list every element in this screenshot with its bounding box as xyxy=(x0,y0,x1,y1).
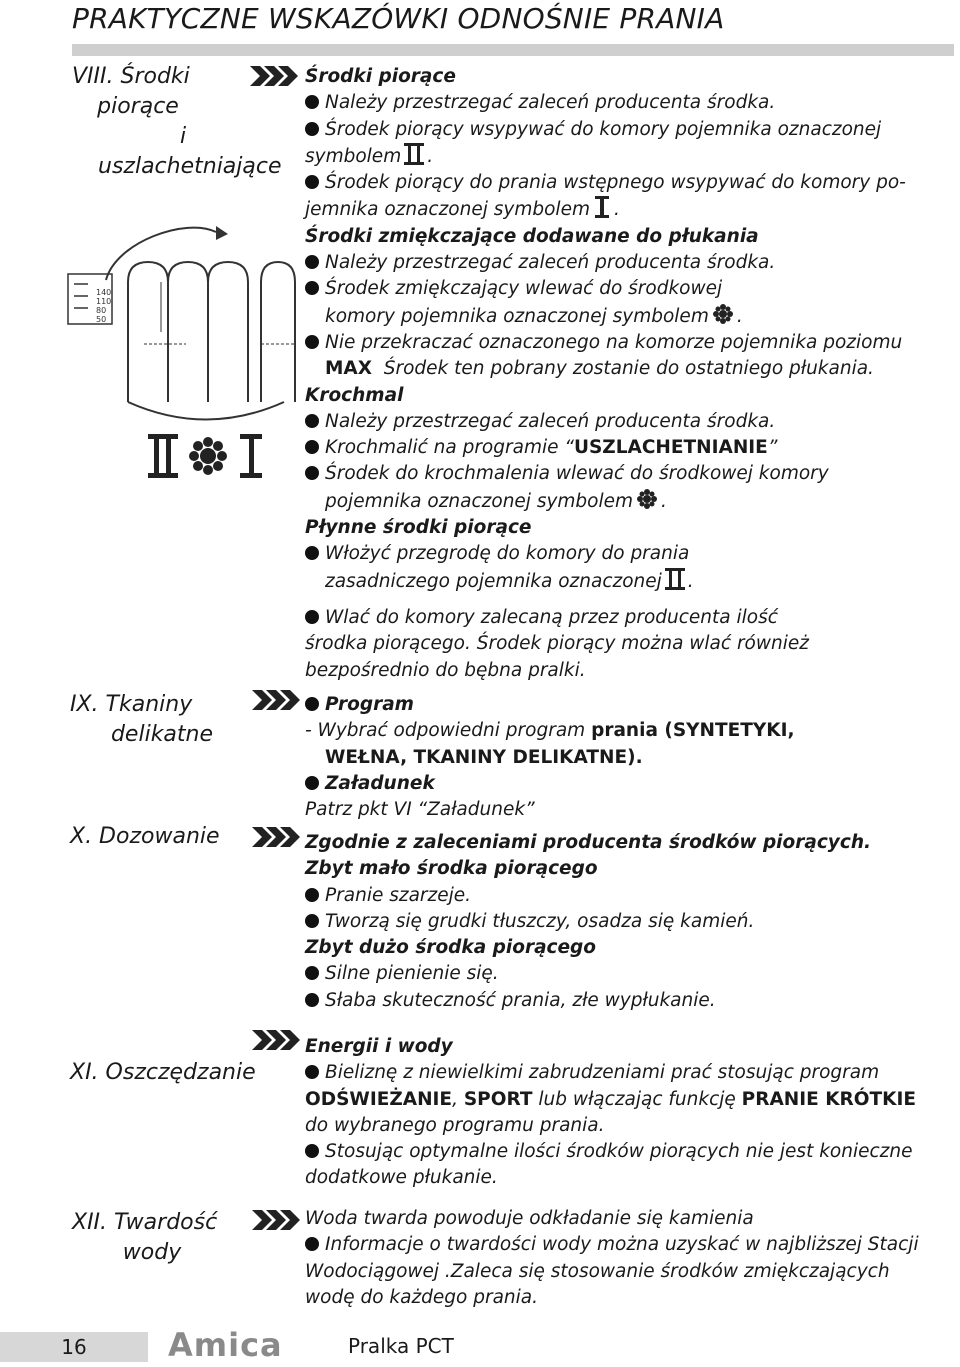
list-item: symbolem . xyxy=(305,143,957,170)
section-12-label: XII. Twardość wody xyxy=(72,1210,218,1265)
bullet-icon xyxy=(305,122,319,136)
list-item: MAX Środek ten pobrany zostanie do ostatniego płukania. xyxy=(325,358,874,380)
section-9-label: IX. Tkaniny delikatne xyxy=(70,692,214,747)
scale-label: 80 xyxy=(96,306,107,315)
bullet-icon xyxy=(305,466,319,480)
list-item: Środek piorący do prania wstępnego wsypywać do komory po- xyxy=(305,170,957,196)
list-item: Środek piorący wsypywać do komory pojemnika oznaczonej xyxy=(305,117,957,143)
list-item: wodę do każdego prania. xyxy=(305,1286,538,1308)
subheading: Zbyt dużo środka piorącego xyxy=(305,937,597,959)
section-12-content xyxy=(305,1206,957,1311)
softener-flower-icon xyxy=(636,488,658,510)
bullet-icon xyxy=(305,914,319,928)
section-8-content xyxy=(305,64,957,684)
list-item: Należy przestrzegać zaleceń producenta środka. xyxy=(305,409,957,435)
bullet-icon xyxy=(305,440,319,454)
subheading: Płynne środki piorące xyxy=(305,517,532,539)
bullet-icon xyxy=(305,546,319,560)
list-item: ODŚWIEŻANIE, SPORT lub włączając funkcję PRANIE KRÓTKIE xyxy=(305,1088,917,1110)
bullet-icon xyxy=(305,281,319,295)
bullet-icon xyxy=(305,414,319,428)
section-arrow-icon xyxy=(252,1210,302,1230)
scale-label: 110 xyxy=(96,297,112,306)
section-9-content xyxy=(305,692,957,823)
list-item: zasadniczego pojemnika oznaczonej . xyxy=(305,568,957,595)
scale-label: 140 xyxy=(96,288,112,297)
detergent-drawer-diagram xyxy=(66,222,296,492)
bullet-icon xyxy=(305,1144,319,1158)
bullet-icon xyxy=(305,966,319,980)
bullet-icon xyxy=(305,255,319,269)
list-item: Patrz pkt VI “Załadunek” xyxy=(305,799,535,821)
prewash-main-wash-symbol-icon xyxy=(148,434,178,478)
list-item: Środek zmiękczający wlewać do środkowej xyxy=(305,276,957,302)
section-arrow-icon xyxy=(252,827,302,847)
section-10-label: X. Dozowanie xyxy=(70,824,220,849)
list-item: Program xyxy=(305,692,957,718)
bullet-icon xyxy=(305,1065,319,1079)
list-item: Załadunek xyxy=(305,771,957,797)
list-item: Środek do krochmalenia wlewać do środkowej komory xyxy=(305,461,957,487)
list-item: komory pojemnika oznaczonej symbolem . xyxy=(305,303,957,330)
list-item: Krochmalić na programie “USZLACHETNIANIE” xyxy=(305,435,957,461)
section-10-content xyxy=(305,830,957,1014)
list-item: Należy przestrzegać zaleceń producenta środka. xyxy=(305,250,957,276)
list-item: WEŁNA, TKANINY DELIKATNE). xyxy=(325,746,643,768)
list-item: Włożyć przegrodę do komory do prania xyxy=(305,541,957,567)
list-item: pojemnika oznaczonej symbolem . xyxy=(305,488,957,515)
bullet-icon xyxy=(305,888,319,902)
bullet-icon xyxy=(305,175,319,189)
section-arrow-icon xyxy=(250,66,300,86)
footer-model: Pralka PCT xyxy=(348,1334,454,1358)
subheading: Krochmal xyxy=(305,384,404,406)
list-item: Stosując optymalne ilości środków piorących nie jest konieczne xyxy=(305,1139,957,1165)
softener-flower-icon xyxy=(712,303,734,325)
bullet-icon xyxy=(305,697,319,711)
bullet-icon xyxy=(305,610,319,624)
bullet-icon xyxy=(305,993,319,1007)
list-item: do wybranego programu prania. xyxy=(305,1114,605,1136)
subheading: Zbyt mało środka piorącego xyxy=(305,858,598,880)
prewash-symbol-icon xyxy=(240,434,262,478)
list-item: Informacje o twardości wody można uzyskać w najbliższej Stacji xyxy=(305,1232,957,1258)
main-wash-symbol-icon xyxy=(404,143,424,165)
main-wash-symbol-icon xyxy=(665,568,685,590)
list-item: Słaba skuteczność prania, złe wypłukanie. xyxy=(305,988,957,1014)
list-item: Bieliznę z niewielkimi zabrudzeniami prać stosując program xyxy=(305,1060,957,1086)
section-arrow-icon xyxy=(252,690,302,710)
section-8-label: VIII. Środki piorące i uszlachetniające xyxy=(72,64,282,179)
list-item: Należy przestrzegać zaleceń producenta środka. xyxy=(305,90,957,116)
subheading: Zgodnie z zaleceniami producenta środków piorących. xyxy=(305,832,872,853)
subheading: Energii i wody xyxy=(305,1036,453,1057)
list-item: dodatkowe płukanie. xyxy=(305,1167,498,1189)
section-11-label: XI. Oszczędzanie xyxy=(70,1060,256,1085)
softener-flower-icon xyxy=(189,437,227,475)
list-item: Silne pienienie się. xyxy=(305,961,957,987)
list-item: - Wybrać odpowiedni program prania (SYNTETYKI, xyxy=(305,720,795,742)
list-item: Wodociągowej .Zaleca się stosowanie środków zmiękczających xyxy=(305,1260,890,1282)
list-item: Tworzą się grudki tłuszczy, osadza się kamień. xyxy=(305,909,957,935)
list-item: Nie przekraczać oznaczonego na komorze pojemnika poziomu xyxy=(305,330,957,356)
bullet-icon xyxy=(305,95,319,109)
bullet-icon xyxy=(305,776,319,790)
bullet-icon xyxy=(305,1237,319,1251)
scale-label: 50 xyxy=(96,315,107,324)
list-item: bezpośrednio do bębna pralki. xyxy=(305,659,586,681)
section-arrow-icon xyxy=(252,1030,302,1050)
title-rule xyxy=(72,44,954,56)
page-title: PRAKTYCZNE WSKAZÓWKI ODNOŚNIE PRANIA xyxy=(72,2,725,35)
list-item: jemnika oznaczonej symbolem . xyxy=(305,196,957,223)
subheading: Środki piorące xyxy=(305,66,456,87)
brand-logo: Amica xyxy=(168,1326,283,1364)
list-item: Wlać do komory zalecaną przez producenta ilość xyxy=(305,605,957,631)
page-number: 16 xyxy=(0,1332,148,1362)
subheading: Środki zmiękczające dodawane do płukania xyxy=(305,225,759,247)
list-item: Pranie szarzeje. xyxy=(305,883,957,909)
list-item: środka piorącego. Środek piorący można wlać również xyxy=(305,633,809,655)
prewash-symbol-icon xyxy=(593,196,611,218)
section-11-content xyxy=(305,1034,957,1192)
bullet-icon xyxy=(305,335,319,349)
subheading: Woda twarda powoduje odkładanie się kamienia xyxy=(305,1208,754,1229)
